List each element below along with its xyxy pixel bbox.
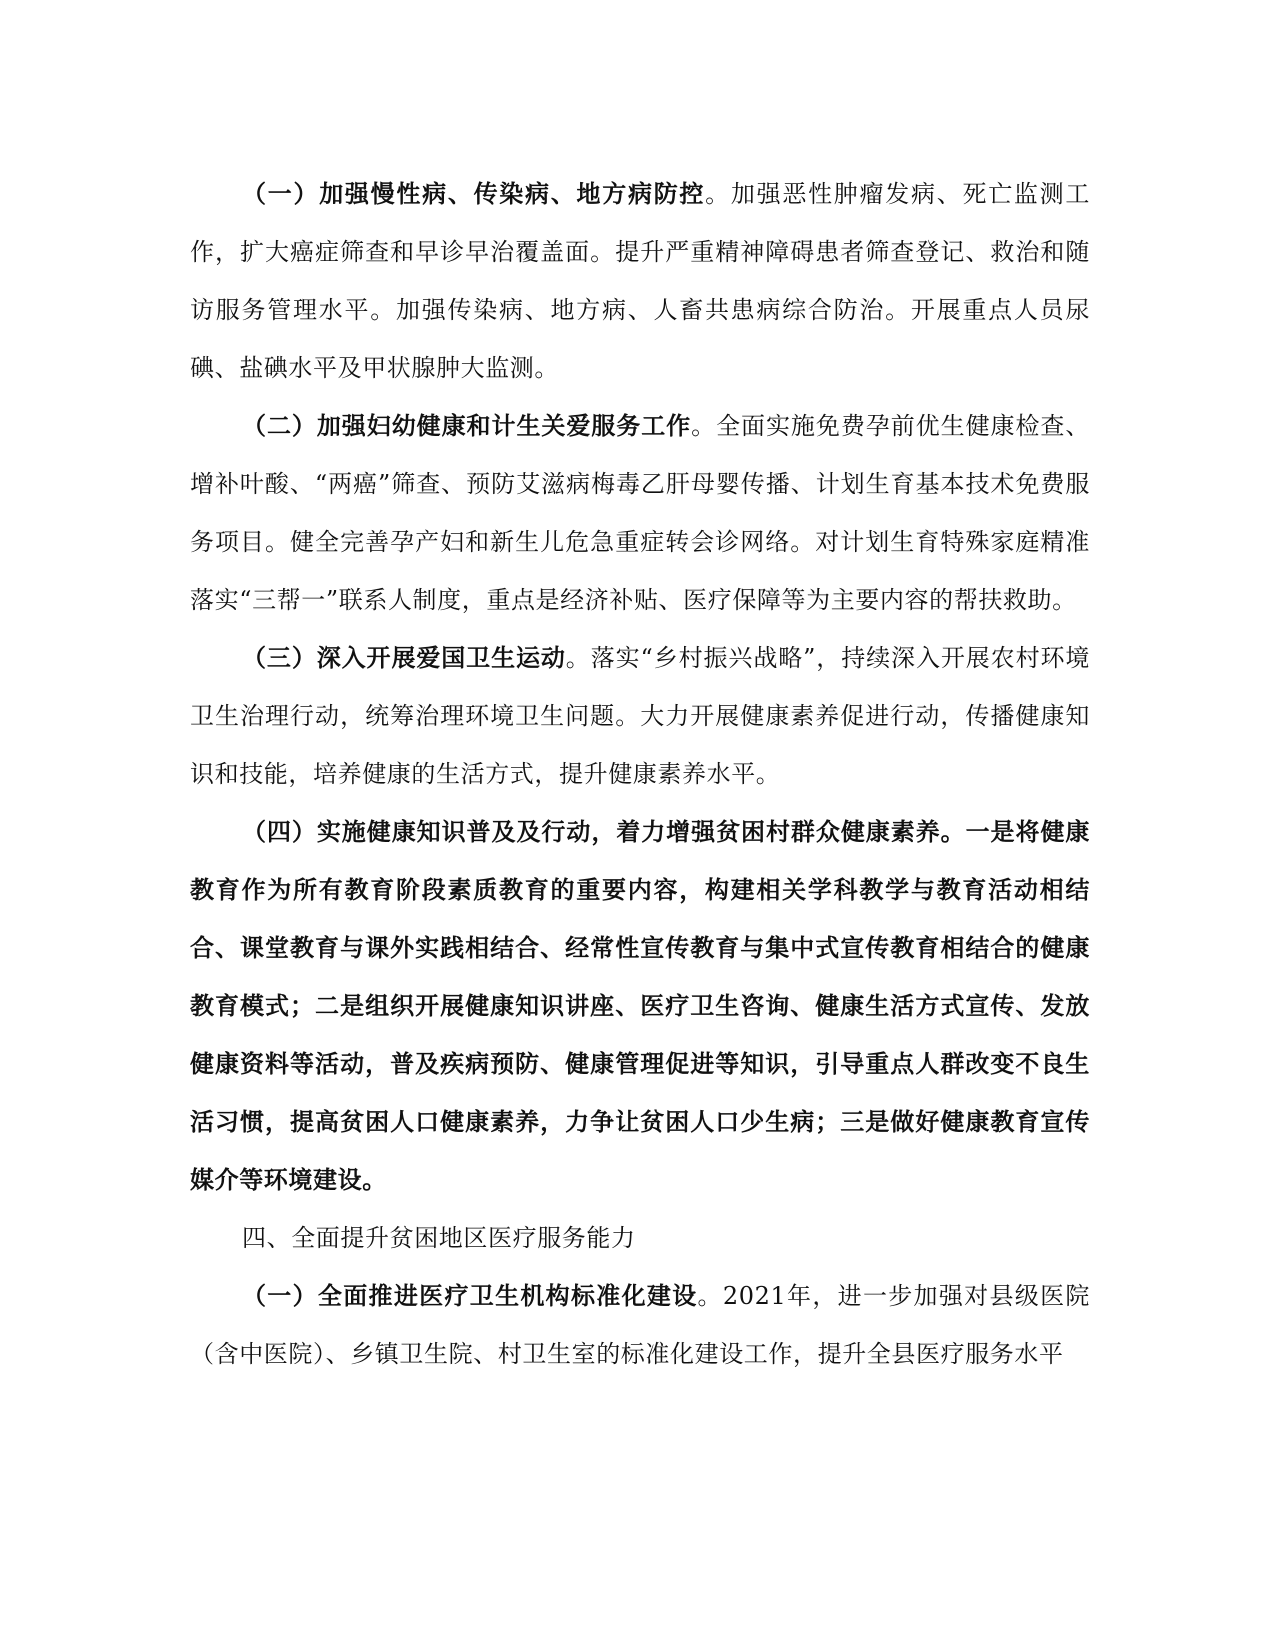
paragraph-medical-institution-standardization [190,1267,1090,1383]
paragraph-text: 。全面实施免费孕前优生健康检查、增补叶酸、“两癌”筛查、预防艾滋病梅毒乙肝母婴传播、计划生育基本技术免费服务项目。健全完善孕产妇和新生儿危急重症转会诊网络。对计划生育特殊家庭精准落实“三帮一”联系人制度，重点是经济补贴、医疗保障等为主要内容的帮扶救助。 [190,412,1090,614]
paragraph-heading: （一）加强慢性病、传染病、地方病防控 [242,179,706,208]
paragraph-text: 。2021年，进一步加强对县级医院（含中医院）、乡镇卫生院、村卫生室的标准化建设工作，提升全县医疗服务水平 [190,1282,1090,1368]
paragraph-chronic-disease-control [190,165,1090,397]
paragraph-patriotic-health-campaign [190,629,1090,803]
paragraph-heading: （二）加强妇幼健康和计生关爱服务工作 [242,411,692,440]
paragraph-heading: （一）全面推进医疗卫生机构标准化建设 [242,1281,698,1310]
paragraph-text: 。落实“乡村振兴战略”，持续深入开展农村环境卫生治理行动，统筹治理环境卫生问题。大力开展健康素养促进行动，传播健康知识和技能，培养健康的生活方式，提升健康素养水平。 [190,644,1090,788]
section-heading: 四、全面提升贫困地区医疗服务能力 [242,1224,636,1252]
paragraph-heading: （三）深入开展爱国卫生运动 [242,643,566,672]
paragraph-health-knowledge-action: （四）实施健康知识普及及行动，着力增强贫困村群众健康素养。一是将健康教育作为所有教育阶段素质教育的重要内容，构建相关学科教学与教育活动相结合、课堂教育与课外实践相结合、经常性宣传教育与集中式宣传教育相结合的健康教育模式；二是组织开展健康知识讲座、医疗卫生咨询、健康生活方式宣传、发放健康资料等活动，普及疾病预防、健康管理促进等知识，引导重点人群改变不良生活习惯，提高贫困人口健康素养，力争让贫困人口少生病；三是做好健康教育宣传媒介等环境建设。 [190,817,1090,1194]
document-body [190,165,1090,1383]
paragraph-text: 。加强恶性肿瘤发病、死亡监测工作，扩大癌症筛查和早诊早治覆盖面。提升严重精神障碍患者筛查登记、救治和随访服务管理水平。加强传染病、地方病、人畜共患病综合防治。开展重点人员尿碘、盐碘水平及甲状腺肿大监测。 [190,180,1090,382]
paragraph-maternal-child-health [190,397,1090,629]
